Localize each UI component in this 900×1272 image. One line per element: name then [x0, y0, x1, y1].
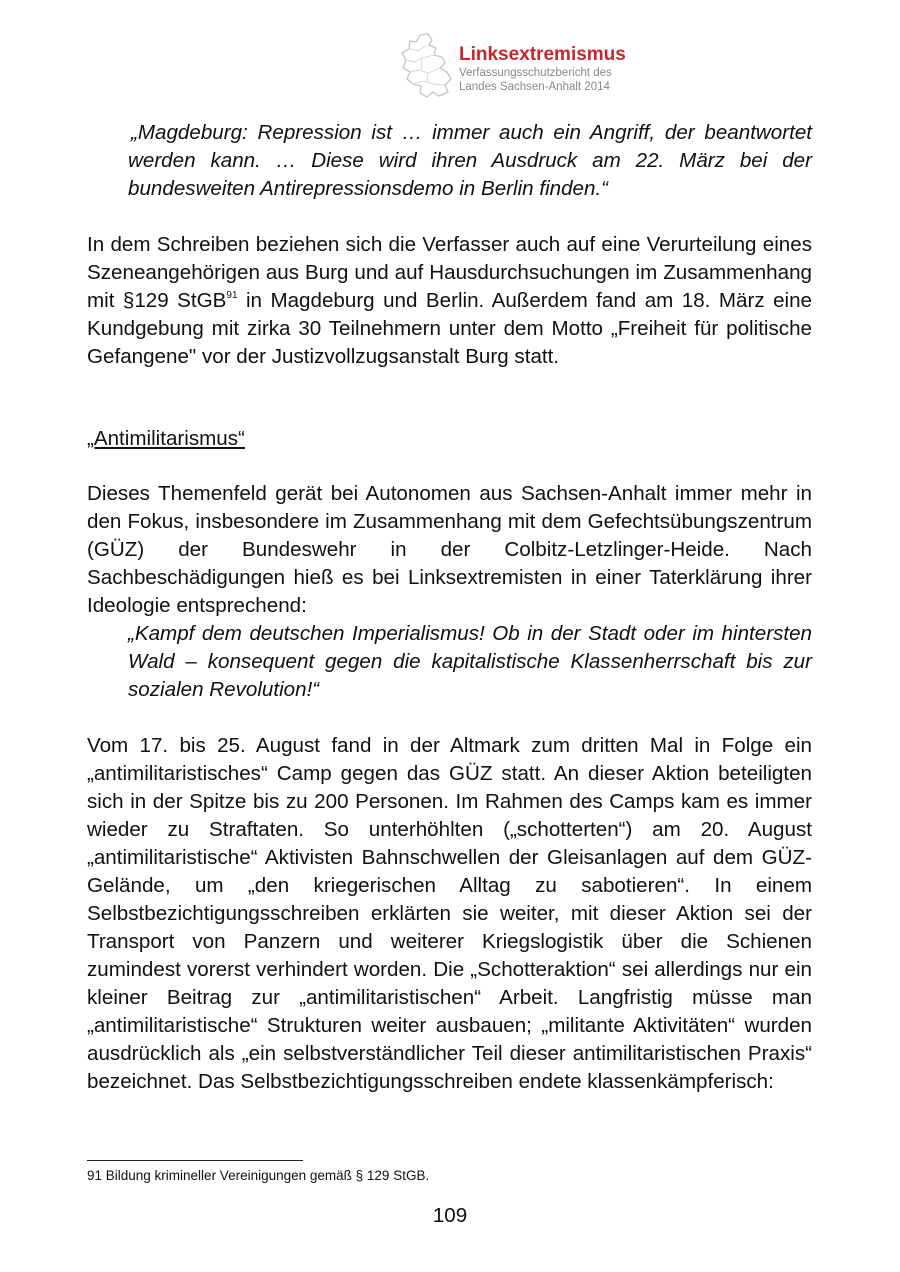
page-number: 109 — [432, 1204, 468, 1227]
paragraph-schreiben-text-start: In dem Schreiben beziehen sich die Verfasser auch auf eine Verurteilung eines Szeneangehörigen aus Burg und auf Hausdurchsuchungen im Zusammenhang mit §129 StGB — [87, 233, 812, 312]
footnote-91: 91 Bildung krimineller Vereinigungen gemäß § 129 StGB. — [87, 1168, 430, 1183]
header-title: Linksextremismus — [459, 44, 626, 65]
header-subtitle-line1: Verfassungsschutzbericht des — [459, 67, 612, 79]
paragraph-schreiben-text-end: in Magdeburg und Berlin. Außerdem fand am 18. März eine Kundgebung mit zirka 30 Teilnehmern unter dem Motto „Freiheit für politische Gefangene" vor der Justizvollzugsanstalt Burg statt. — [87, 289, 813, 368]
header-subtitle-line2: Landes Sachsen-Anhalt 2014 — [459, 81, 610, 93]
page-header — [398, 30, 698, 102]
sachsen-anhalt-map-icon — [398, 32, 454, 100]
paragraph-camp: Vom 17. bis 25. August fand in der Altmark zum dritten Mal in Folge ein „antimilitaristisches“ Camp gegen das GÜZ statt. An dieser Aktion beteiligten sich in der Spitze bis zu 200 Personen. Im Rahmen des Camps kam es immer wieder zu Straftaten. So unterhöhlten („schotterten“) am 20. August „antimilitaristische“ Aktivisten Bahnschwellen der Gleisanlagen auf dem GÜZ-Gelände, um „den kriegerischen Alltag zu sabotieren“. In einem Selbstbezichtigungsschreiben erklärten sie weiter, mit dieser Aktion sei der Transport von Panzern und weiterer Kriegslogistik über die Schienen zumindest vorerst verhindert worden. Die „Schotteraktion“ sei allerdings nur ein kleiner Beitrag zur „antimilitaristischen“ Arbeit. Langfristig müsse man „antimilitaristische“ Strukturen weiter ausbauen; „militante Aktivitäten“ wurden ausdrücklich als „ein selbstverständlicher Teil dieser antimilitaristischen Praxis“ bezeichnet. Das Selbstbezichtigungsschreiben endete klassenkämpferisch: — [87, 734, 812, 1093]
section-heading-antimilitarismus: „Antimilitarismus“ — [87, 427, 245, 450]
paragraph-schreiben — [87, 231, 812, 371]
paragraph-themenfeld: Dieses Themenfeld gerät bei Autonomen aus Sachsen-Anhalt immer mehr in den Fokus, insbesondere im Zusammenhang mit dem Gefechtsübungszentrum (GÜZ) der Bundeswehr in der Colbitz-Letzlinger-Heide. Nach Sachbeschädigungen hieß es bei Linksextremisten in einer Taterklärung ihrer Ideologie entsprechend: — [87, 482, 812, 617]
quote-magdeburg: „Magdeburg: Repression ist … immer auch ein Angriff, der beantwortet werden kann. … Diese wird ihren Ausdruck am 22. März bei der bundesweiten Antirepressionsdemo in Berlin finden.“ — [128, 121, 812, 200]
quote-imperialismus: „Kampf dem deutschen Imperialismus! Ob in der Stadt oder im hintersten Wald – konsequent gegen die kapitalistische Klassenherrschaft bis zur sozialen Revolution!“ — [128, 622, 812, 701]
footnote-reference[interactable]: 91 — [226, 290, 238, 301]
footnote-divider — [87, 1160, 303, 1161]
